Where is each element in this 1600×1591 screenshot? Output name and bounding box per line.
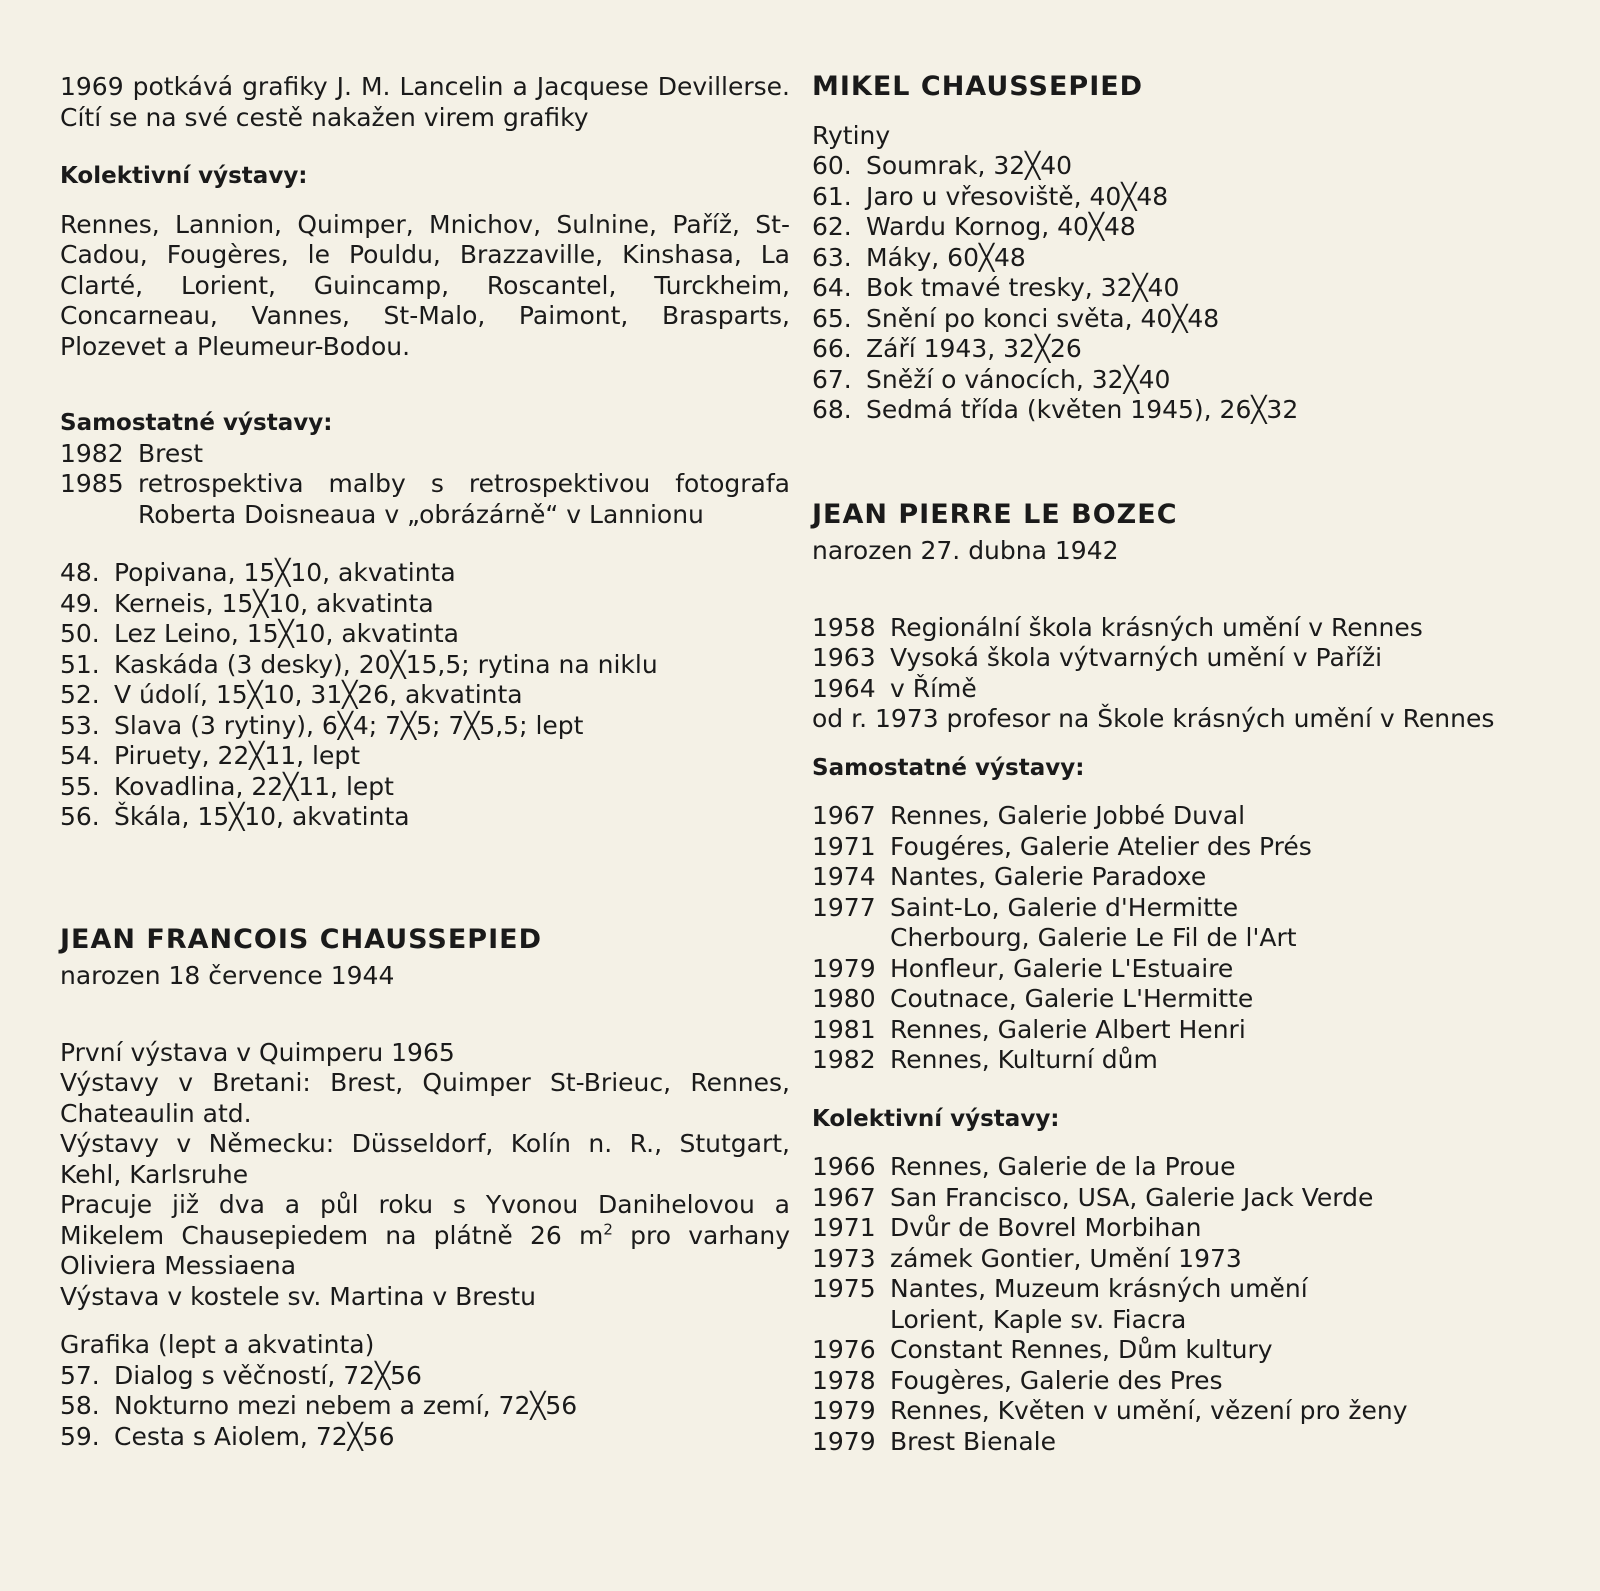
- year: 1971: [812, 1213, 876, 1242]
- list-item: [812, 893, 1547, 954]
- entry-text: Dvůr de Bovrel Morbihan: [890, 1213, 1202, 1242]
- list-item: [60, 772, 790, 803]
- year: 1971: [812, 831, 876, 861]
- list-item: [812, 182, 1547, 213]
- entry-text: Saint-Lo, Galerie d'Hermitte: [890, 892, 1239, 922]
- entry-text: Honfleur, Galerie L'Estuaire: [890, 953, 1234, 983]
- list-item: [812, 1274, 1547, 1335]
- work-title: Dialog s věčností, 72╳56: [114, 1360, 422, 1390]
- work-number: 64.: [812, 273, 852, 302]
- year: 1967: [812, 801, 876, 830]
- year: 1982: [812, 1045, 876, 1074]
- list-item: [812, 1427, 1547, 1458]
- list-item: [812, 304, 1547, 335]
- work-number: 62.: [812, 212, 852, 241]
- spacer: [812, 426, 1547, 500]
- entry-text: v Římě: [890, 673, 977, 703]
- year: 1979: [812, 1396, 876, 1425]
- work-title: Nokturno mezi nebem a zemí, 72╳56: [114, 1391, 578, 1420]
- rytiny-label: Rytiny: [812, 120, 891, 150]
- spacer: [60, 992, 790, 1038]
- year: 1979: [812, 953, 876, 983]
- list-item: [812, 1213, 1547, 1244]
- year: 1976: [812, 1335, 876, 1364]
- work-number: 61.: [812, 181, 852, 211]
- bio-list: [812, 613, 1547, 705]
- year: 1985: [60, 469, 124, 498]
- spacer: [60, 133, 790, 161]
- work-title: Bok tmavé tresky, 32╳40: [866, 273, 1180, 302]
- list-item: [60, 589, 790, 620]
- work-title: Piruety, 22╳11, lept: [114, 741, 361, 770]
- list-item: [812, 243, 1547, 274]
- work-number: 48.: [60, 558, 100, 587]
- works-list-1: [60, 558, 790, 833]
- bio-text: pro varhany Oliviera Messiaena: [60, 1220, 790, 1280]
- entry-text: Fougéres, Galerie Atelier des Prés: [890, 831, 1312, 861]
- entry-text: Coutnace, Galerie L'Hermitte: [890, 984, 1254, 1013]
- work-number: 52.: [60, 680, 100, 709]
- work-number: 49.: [60, 588, 100, 618]
- year: 1982: [60, 438, 124, 468]
- entry-text: Rennes, Kulturní dům: [890, 1045, 1158, 1074]
- year: 1958: [812, 612, 876, 642]
- work-number: 50.: [60, 619, 100, 648]
- works-list-2: [60, 1361, 790, 1453]
- work-title: Máky, 60╳48: [866, 242, 1026, 272]
- entry-text: Vysoká škola výtvarných umění v Paříži: [890, 643, 1383, 672]
- artist-name-jean-francois: JEAN FRANCOIS CHAUSSEPIED: [60, 923, 542, 955]
- work-title: Jaro u vřesoviště, 40╳48: [866, 181, 1169, 211]
- year: 1977: [812, 892, 876, 922]
- year: 1967: [812, 1182, 876, 1212]
- list-item: [812, 1335, 1547, 1366]
- list-item: [812, 832, 1547, 863]
- list-item: [812, 613, 1547, 644]
- work-number: 68.: [812, 395, 852, 424]
- year: 1978: [812, 1365, 876, 1395]
- work-number: 67.: [812, 364, 852, 394]
- samostatne-list-2: [812, 801, 1547, 1076]
- spacer: [60, 833, 790, 907]
- work-number: 63.: [812, 242, 852, 272]
- list-item: [812, 1152, 1547, 1183]
- kolektivni-heading: Kolektivní výstavy:: [60, 163, 308, 189]
- work-number: 56.: [60, 802, 100, 831]
- list-item: [812, 984, 1547, 1015]
- artist-name-mikel: MIKEL CHAUSSEPIED: [812, 71, 1144, 102]
- work-title: Září 1943, 32╳26: [866, 334, 1082, 363]
- entry-text: Nantes, Muzeum krásných umění: [890, 1274, 1308, 1303]
- year: 1980: [812, 984, 876, 1013]
- right-column: [812, 72, 1547, 1457]
- work-title: Kerneis, 15╳10, akvatinta: [114, 588, 434, 618]
- year: 1964: [812, 673, 876, 703]
- year: 1979: [812, 1426, 876, 1456]
- artist-born: narozen 18 července 1944: [60, 961, 395, 990]
- superscript: 2: [603, 1220, 613, 1239]
- spacer: [812, 567, 1547, 613]
- entry-text-cont: Lorient, Kaple sv. Fiacra: [890, 1304, 1187, 1334]
- year: 1981: [812, 1014, 876, 1044]
- list-item: [60, 711, 790, 742]
- list-item: [812, 365, 1547, 396]
- work-number: 53.: [60, 710, 100, 740]
- spacer: [60, 530, 790, 558]
- entry-text: Nantes, Galerie Paradoxe: [890, 862, 1207, 891]
- work-title: Snění po konci světa, 40╳48: [866, 303, 1220, 333]
- work-number: 65.: [812, 303, 852, 333]
- spacer: [812, 1076, 1547, 1104]
- bio-line: Výstava v kostele sv. Martina v Brestu: [60, 1281, 537, 1311]
- spacer: [60, 362, 790, 408]
- bio-text: Pracuje již dva a půl roku s Yvonou Danihelovou a Mikelem Chausepiedem na plátně 26 m: [60, 1190, 790, 1250]
- samostatne-list: [60, 439, 790, 531]
- list-item: [812, 674, 1547, 705]
- list-item: [60, 741, 790, 772]
- list-item: [812, 1244, 1547, 1275]
- spacer: [812, 783, 1547, 801]
- list-item: [60, 680, 790, 711]
- list-item: [60, 619, 790, 650]
- list-item: [60, 1361, 790, 1392]
- list-item: [60, 439, 790, 470]
- work-title: Popivana, 15╳10, akvatinta: [114, 558, 456, 587]
- kolektivni-list-2: [812, 1152, 1547, 1457]
- intro-paragraph: 1969 potkává grafiky J. M. Lancelin a Jacquese Devillerse. Cítí se na své cestě nakažen virem grafiky: [60, 72, 790, 132]
- entry-text: Rennes, Galerie Albert Henri: [890, 1014, 1246, 1044]
- list-item: [812, 1366, 1547, 1397]
- spacer: [60, 1312, 790, 1330]
- grafika-label: Grafika (lept a akvatinta): [60, 1330, 375, 1359]
- work-number: 57.: [60, 1360, 100, 1390]
- bio-line: První výstava v Quimperu 1965: [60, 1037, 455, 1067]
- spacer: [812, 1134, 1547, 1152]
- entry-text: San Francisco, USA, Galerie Jack Verde: [890, 1182, 1374, 1212]
- year: 1963: [812, 643, 876, 672]
- work-number: 51.: [60, 649, 100, 679]
- entry-text: Rennes, Květen v umění, vězení pro ženy: [890, 1396, 1408, 1425]
- bio-line: Výstavy v Bretani: Brest, Quimper St-Brieuc, Rennes, Chateaulin atd.: [60, 1068, 790, 1128]
- work-title: Kaskáda (3 desky), 20╳15,5; rytina na niklu: [114, 649, 658, 679]
- entry-text: Fougères, Galerie des Pres: [890, 1365, 1223, 1395]
- work-number: 55.: [60, 771, 100, 801]
- work-number: 54.: [60, 741, 100, 770]
- work-title: V údolí, 15╳10, 31╳26, akvatinta: [114, 680, 523, 709]
- work-number: 58.: [60, 1391, 100, 1420]
- list-item: [60, 1422, 790, 1453]
- bio-last: od r. 1973 profesor na Škole krásných umění v Rennes: [812, 704, 1495, 733]
- kolektivni-text: Rennes, Lannion, Quimper, Mnichov, Sulnine, Paříž, St-Cadou, Fougères, le Pouldu, Brazzaville, Kinshasa, La Clarté, Lorient, Guincamp, Roscantel, Turckheim, Concarneau, Vannes, St-Malo, Paimont, Brasparts, Plozevet a Pleumeur-Bodou.: [60, 209, 790, 361]
- work-title: Kovadlina, 22╳11, lept: [114, 771, 394, 801]
- list-item: [60, 802, 790, 833]
- samostatne-heading-2: Samostatné výstavy:: [812, 754, 1085, 781]
- kolektivni-heading-2: Kolektivní výstavy:: [812, 1105, 1060, 1132]
- list-item: [812, 1015, 1547, 1046]
- entry-text-cont: Cherbourg, Galerie Le Fil de l'Art: [890, 923, 1297, 952]
- spacer: [60, 192, 790, 210]
- list-item: [812, 643, 1547, 674]
- list-item: [60, 1391, 790, 1422]
- list-item: [60, 558, 790, 589]
- list-item: [812, 801, 1547, 832]
- list-item: [812, 273, 1547, 304]
- bio-line: Výstavy v Německu: Düsseldorf, Kolín n. R., Stutgart, Kehl, Karlsruhe: [60, 1129, 790, 1189]
- entry-text: zámek Gontier, Umění 1973: [890, 1243, 1242, 1273]
- entry-text: Regionální škola krásných umění v Rennes: [890, 612, 1423, 642]
- entry-text: Rennes, Galerie de la Proue: [890, 1152, 1236, 1181]
- spacer: [60, 907, 790, 925]
- work-number: 60.: [812, 151, 852, 180]
- artist-born: narozen 27. dubna 1942: [812, 536, 1119, 565]
- entry-text: Brest Bienale: [890, 1426, 1057, 1456]
- list-item: [812, 395, 1547, 426]
- work-title: Wardu Kornog, 40╳48: [866, 212, 1136, 241]
- bio-line: [60, 1190, 790, 1282]
- work-title: Cesta s Aiolem, 72╳56: [114, 1421, 395, 1451]
- spacer: [812, 103, 1547, 121]
- list-item: [812, 1396, 1547, 1427]
- left-column: [60, 72, 790, 1452]
- work-title: Škála, 15╳10, akvatinta: [114, 802, 410, 831]
- work-number: 66.: [812, 334, 852, 363]
- work-number: 59.: [60, 1421, 100, 1451]
- list-item: [812, 334, 1547, 365]
- list-item: [812, 954, 1547, 985]
- entry-text: retrospektiva malby s retrospektivou fotografa Roberta Doisneaua v „obrázárně“ v Lannionu: [138, 469, 790, 529]
- entry-text: Brest: [138, 438, 204, 468]
- year: 1966: [812, 1152, 876, 1181]
- entry-text: Constant Rennes, Dům kultury: [890, 1335, 1273, 1364]
- entry-text: Rennes, Galerie Jobbé Duval: [890, 801, 1246, 830]
- work-title: Sedmá třída (květen 1945), 26╳32: [866, 395, 1299, 424]
- work-title: Soumrak, 32╳40: [866, 151, 1073, 180]
- list-item: [812, 862, 1547, 893]
- work-title: Slava (3 rytiny), 6╳4; 7╳5; 7╳5,5; lept: [114, 710, 584, 740]
- list-item: [812, 1045, 1547, 1076]
- year: 1975: [812, 1274, 876, 1303]
- spacer: [812, 735, 1547, 753]
- samostatne-heading: Samostatné výstavy:: [60, 410, 333, 436]
- list-item: [812, 212, 1547, 243]
- artist-name-le-bozec: JEAN PIERRE LE BOZEC: [812, 498, 1178, 530]
- list-item: [60, 469, 790, 530]
- year: 1974: [812, 862, 876, 891]
- year: 1973: [812, 1243, 876, 1273]
- work-title: Lez Leino, 15╳10, akvatinta: [114, 619, 459, 648]
- work-title: Sněží o vánocích, 32╳40: [866, 364, 1171, 394]
- list-item: [812, 1183, 1547, 1214]
- list-item: [60, 650, 790, 681]
- works-list-3: [812, 151, 1547, 426]
- list-item: [812, 151, 1547, 182]
